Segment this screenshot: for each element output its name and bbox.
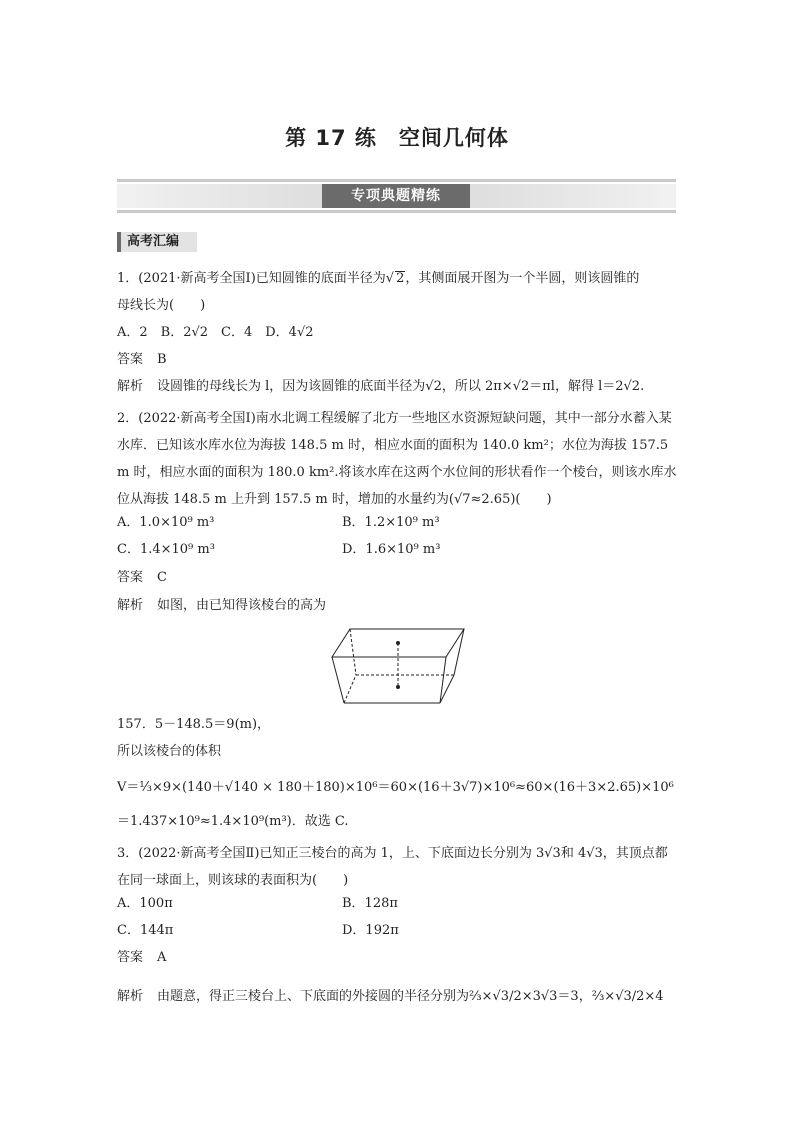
answer-keyword: 答案 xyxy=(117,570,144,585)
answer-keyword: 答案 xyxy=(117,950,144,965)
section-heading: 高考汇编 xyxy=(117,232,197,252)
q2-formula-2: ＝1.437×10⁹≈1.4×10⁹(m³)．故选 C. xyxy=(117,814,349,829)
page-title: 第 17 练 空间几何体 xyxy=(285,126,509,150)
q1-stem-text-2: ，其侧面展开图为一个半圆，则该圆锥的 xyxy=(405,271,640,286)
answer-value: C xyxy=(157,570,167,585)
frustum-edge xyxy=(332,657,344,703)
q2-height-line: 157．5－148.5＝9(m)， xyxy=(117,717,271,732)
q3-analysis xyxy=(117,988,664,1006)
analysis-keyword: 解析 xyxy=(117,598,144,613)
q3-option-d: D．192π xyxy=(342,923,399,938)
analysis-text: 如图，由已知得该棱台的高为 xyxy=(157,598,327,613)
q1-stem-line2: 母线长为( ) xyxy=(117,298,206,313)
banner-top-rule xyxy=(117,179,676,182)
answer-value: A xyxy=(157,950,167,965)
q2-volume-intro: 所以该棱台的体积 xyxy=(117,744,222,759)
analysis-text: 设圆锥的母线长为 l，因为该圆锥的底面半径为√2，所以 2π×√2＝πl，解得 l＝2√2. xyxy=(157,379,645,394)
q2-option-c: C．1.4×10⁹ m³ xyxy=(117,542,215,557)
q1-options: A．2 B．2√2 C．4 D．4√2 xyxy=(117,325,314,340)
q2-option-d: D．1.6×10⁹ m³ xyxy=(342,542,441,557)
q1-stem-line1: 1．(2021·新高考全国Ⅰ)已知圆锥的底面半径为√ 2，其侧面展开图为一个半圆，则该圆锥的 xyxy=(117,271,640,286)
banner-bottom-rule xyxy=(117,210,676,213)
frustum-hidden-edge xyxy=(344,675,356,703)
q2-analysis xyxy=(117,597,326,615)
q2-formula-1: V＝⅓×9×(140＋√140 × 180＋180)×10⁶＝60×(16＋3√7)×10⁶≈60×(16＋3×2.65)×10⁶ xyxy=(117,780,674,795)
banner-label: 专项典题精练 xyxy=(322,184,470,208)
q1-stem-text: 1．(2021·新高考全国Ⅰ)已知圆锥的底面半径为 xyxy=(117,271,386,286)
q2-answer xyxy=(117,569,167,587)
q1-sqrt-value: 2 xyxy=(396,271,405,286)
q3-stem: 3．(2022·新高考全国Ⅱ)已知正三棱台的高为 1，上、下底面边长分别为 3√3和 4√3，其顶点都在同一球面上，则该球的表面积为( ) xyxy=(117,846,668,888)
q2-stem: 2．(2022·新高考全国Ⅰ)南水北调工程缓解了北方一些地区水资源短缺问题，其中一部分水蓄入某水库．已知该水库水位为海拔 148.5 m 时，相应水面的面积为 140.0 km²；水位为海拔 157.5 m 时，相应水面的面积为 180.0 km².将该水库在这两个水位间的形状看作一个棱台，则该水库水位从海拔 148.5 m 上升到 157.5 m 时，增加的水量约为(√7≈2.65)( ) xyxy=(117,411,677,507)
frustum-figure xyxy=(330,627,466,705)
q1-analysis xyxy=(117,378,644,396)
q1-answer xyxy=(117,351,167,369)
answer-keyword: 答案 xyxy=(117,352,144,367)
q3-option-c: C．144π xyxy=(117,923,174,938)
bottom-center-point xyxy=(396,685,400,689)
q2-option-b: B．1.2×10⁹ m³ xyxy=(342,515,440,530)
q3-option-a: A．100π xyxy=(117,896,173,911)
top-center-point xyxy=(396,641,400,645)
frustum-hidden-edge xyxy=(350,629,356,675)
analysis-keyword: 解析 xyxy=(117,989,144,1004)
answer-value: B xyxy=(157,352,167,367)
analysis-text: 由题意，得正三棱台上、下底面的外接圆的半径分别为⅔×√3/2×3√3＝3，⅔×√3/2×4 xyxy=(157,989,664,1004)
analysis-keyword: 解析 xyxy=(117,379,144,394)
q2-option-a: A．1.0×10⁹ m³ xyxy=(117,515,215,530)
q3-option-b: B．128π xyxy=(342,896,398,911)
q3-answer xyxy=(117,949,166,967)
